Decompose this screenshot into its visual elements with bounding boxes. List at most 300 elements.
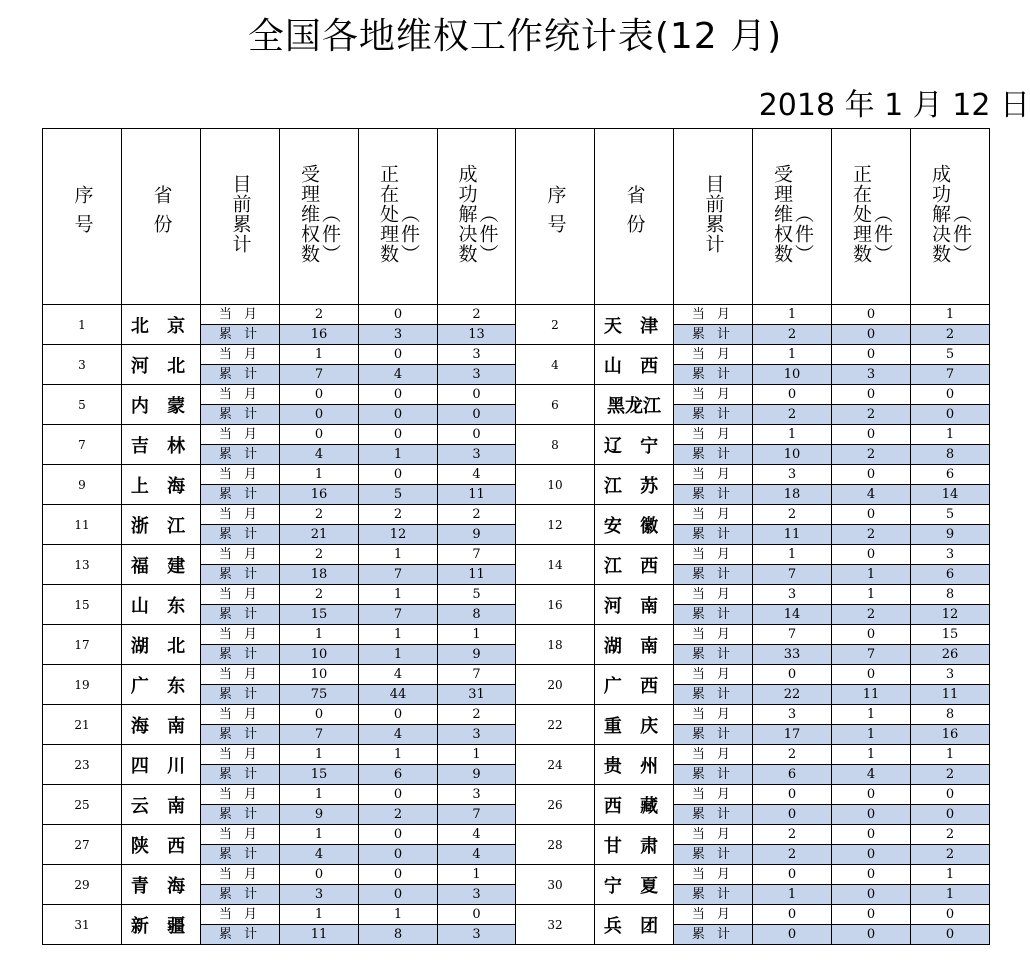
header-processing: 正在处理数（件） (359, 129, 438, 305)
value-cell: 2 (753, 325, 832, 345)
value-cell: 3 (438, 885, 516, 905)
province-cell: 陕 西 (122, 825, 201, 865)
value-cell: 21 (280, 525, 359, 545)
period-label-cumulative: 累 计 (201, 565, 280, 585)
seq-cell: 10 (516, 465, 595, 505)
value-cell: 3 (438, 445, 516, 465)
value-cell: 1 (359, 645, 438, 665)
value-cell: 1 (832, 705, 911, 725)
value-cell: 1 (280, 745, 359, 765)
table-row (43, 505, 990, 525)
value-cell: 10 (280, 665, 359, 685)
value-cell: 11 (911, 685, 990, 705)
value-cell: 0 (359, 845, 438, 865)
value-cell: 5 (911, 345, 990, 365)
province-cell: 河 北 (122, 345, 201, 385)
value-cell: 5 (438, 585, 516, 605)
value-cell: 0 (832, 865, 911, 885)
value-cell: 3 (753, 465, 832, 485)
table-row (43, 865, 990, 885)
value-cell: 1 (359, 745, 438, 765)
value-cell: 2 (911, 765, 990, 785)
value-cell: 2 (359, 805, 438, 825)
seq-cell: 26 (516, 785, 595, 825)
value-cell: 1 (280, 785, 359, 805)
value-cell: 0 (438, 425, 516, 445)
value-cell: 44 (359, 685, 438, 705)
value-cell: 13 (438, 325, 516, 345)
value-cell: 5 (359, 485, 438, 505)
value-cell: 0 (280, 405, 359, 425)
seq-cell: 19 (43, 665, 122, 705)
period-label-month: 当 月 (201, 425, 280, 445)
seq-cell: 12 (516, 505, 595, 545)
value-cell: 2 (280, 505, 359, 525)
value-cell: 4 (359, 665, 438, 685)
value-cell: 10 (753, 445, 832, 465)
seq-cell: 2 (516, 305, 595, 345)
value-cell: 2 (832, 445, 911, 465)
province-cell: 青 海 (122, 865, 201, 905)
province-cell: 四 川 (122, 745, 201, 785)
province-cell: 浙 江 (122, 505, 201, 545)
seq-cell: 22 (516, 705, 595, 745)
period-label-month: 当 月 (674, 545, 753, 565)
table-row (43, 305, 990, 325)
province-cell: 广 西 (595, 665, 674, 705)
table-row (43, 345, 990, 365)
header-accepted: 受理维权数（件） (753, 129, 832, 305)
value-cell: 1 (911, 425, 990, 445)
value-cell: 2 (753, 505, 832, 525)
period-label-cumulative: 累 计 (201, 885, 280, 905)
value-cell: 11 (832, 685, 911, 705)
value-cell: 0 (753, 905, 832, 925)
table-row (43, 745, 990, 765)
value-cell: 2 (438, 705, 516, 725)
province-cell: 甘 肃 (595, 825, 674, 865)
value-cell: 0 (753, 385, 832, 405)
value-cell: 2 (911, 845, 990, 865)
period-label-cumulative: 累 计 (674, 365, 753, 385)
value-cell: 14 (911, 485, 990, 505)
period-label-cumulative: 累 计 (674, 325, 753, 345)
seq-cell: 27 (43, 825, 122, 865)
value-cell: 1 (911, 885, 990, 905)
value-cell: 0 (753, 925, 832, 945)
period-label-cumulative: 累 计 (201, 325, 280, 345)
value-cell: 4 (359, 725, 438, 745)
value-cell: 4 (438, 825, 516, 845)
period-label-month: 当 月 (674, 665, 753, 685)
value-cell: 7 (438, 805, 516, 825)
seq-cell: 24 (516, 745, 595, 785)
table-body (43, 305, 990, 945)
value-cell: 1 (832, 745, 911, 765)
period-label-cumulative: 累 计 (201, 525, 280, 545)
value-cell: 10 (280, 645, 359, 665)
header-seq: 序号 (43, 129, 122, 305)
province-cell: 海 南 (122, 705, 201, 745)
period-label-month: 当 月 (674, 505, 753, 525)
value-cell: 15 (280, 765, 359, 785)
value-cell: 16 (280, 485, 359, 505)
value-cell: 0 (832, 465, 911, 485)
seq-cell: 29 (43, 865, 122, 905)
province-cell: 新 疆 (122, 905, 201, 945)
table-row (43, 785, 990, 805)
province-cell: 云 南 (122, 785, 201, 825)
value-cell: 0 (359, 425, 438, 445)
period-label-cumulative: 累 计 (201, 845, 280, 865)
value-cell: 0 (832, 665, 911, 685)
header-province: 省份 (595, 129, 674, 305)
table-row (43, 825, 990, 845)
value-cell: 8 (438, 605, 516, 625)
value-cell: 0 (911, 805, 990, 825)
value-cell: 11 (438, 485, 516, 505)
value-cell: 6 (911, 465, 990, 485)
value-cell: 1 (438, 625, 516, 645)
period-label-cumulative: 累 计 (201, 365, 280, 385)
value-cell: 3 (438, 785, 516, 805)
period-label-cumulative: 累 计 (674, 525, 753, 545)
period-label-cumulative: 累 计 (201, 605, 280, 625)
stats-table (42, 128, 990, 945)
seq-cell: 15 (43, 585, 122, 625)
value-cell: 0 (832, 785, 911, 805)
value-cell: 18 (753, 485, 832, 505)
value-cell: 1 (359, 905, 438, 925)
period-label-cumulative: 累 计 (201, 485, 280, 505)
seq-cell: 25 (43, 785, 122, 825)
period-label-month: 当 月 (201, 465, 280, 485)
value-cell: 0 (359, 865, 438, 885)
seq-cell: 20 (516, 665, 595, 705)
value-cell: 8 (911, 585, 990, 605)
value-cell: 2 (832, 525, 911, 545)
province-cell: 西 藏 (595, 785, 674, 825)
seq-cell: 6 (516, 385, 595, 425)
value-cell: 0 (280, 705, 359, 725)
seq-cell: 13 (43, 545, 122, 585)
value-cell: 6 (359, 765, 438, 785)
value-cell: 1 (280, 825, 359, 845)
header-processing: 正在处理数（件） (832, 129, 911, 305)
value-cell: 0 (753, 805, 832, 825)
value-cell: 7 (753, 565, 832, 585)
value-cell: 17 (753, 725, 832, 745)
seq-cell: 14 (516, 545, 595, 585)
value-cell: 0 (832, 505, 911, 525)
value-cell: 1 (280, 625, 359, 645)
period-label-cumulative: 累 计 (674, 605, 753, 625)
value-cell: 2 (911, 325, 990, 345)
period-label-cumulative: 累 计 (674, 645, 753, 665)
value-cell: 1 (911, 745, 990, 765)
value-cell: 0 (832, 805, 911, 825)
value-cell: 0 (359, 305, 438, 325)
value-cell: 1 (911, 865, 990, 885)
period-label-cumulative: 累 计 (201, 445, 280, 465)
value-cell: 12 (359, 525, 438, 545)
value-cell: 11 (438, 565, 516, 585)
value-cell: 2 (753, 845, 832, 865)
value-cell: 0 (753, 665, 832, 685)
province-cell: 山 东 (122, 585, 201, 625)
period-label-cumulative: 累 计 (674, 685, 753, 705)
value-cell: 7 (359, 605, 438, 625)
value-cell: 7 (832, 645, 911, 665)
value-cell: 1 (753, 885, 832, 905)
value-cell: 0 (438, 905, 516, 925)
value-cell: 0 (832, 825, 911, 845)
table-row (43, 705, 990, 725)
value-cell: 3 (438, 365, 516, 385)
seq-cell: 17 (43, 625, 122, 665)
province-cell: 江 苏 (595, 465, 674, 505)
value-cell: 7 (438, 665, 516, 685)
period-label-month: 当 月 (674, 345, 753, 365)
province-cell: 山 西 (595, 345, 674, 385)
period-label-cumulative: 累 计 (674, 925, 753, 945)
value-cell: 0 (280, 865, 359, 885)
value-cell: 2 (753, 405, 832, 425)
value-cell: 2 (280, 585, 359, 605)
value-cell: 6 (753, 765, 832, 785)
value-cell: 0 (832, 305, 911, 325)
header-period: 目前累计 (201, 129, 280, 305)
value-cell: 2 (753, 745, 832, 765)
value-cell: 26 (911, 645, 990, 665)
value-cell: 0 (832, 345, 911, 365)
value-cell: 0 (359, 345, 438, 365)
province-cell: 河 南 (595, 585, 674, 625)
value-cell: 8 (359, 925, 438, 945)
value-cell: 9 (911, 525, 990, 545)
period-label-month: 当 月 (201, 665, 280, 685)
value-cell: 9 (280, 805, 359, 825)
seq-cell: 28 (516, 825, 595, 865)
value-cell: 2 (359, 505, 438, 525)
value-cell: 7 (438, 545, 516, 565)
period-label-month: 当 月 (674, 625, 753, 645)
value-cell: 0 (832, 905, 911, 925)
table-row (43, 665, 990, 685)
value-cell: 3 (438, 725, 516, 745)
province-cell: 广 东 (122, 665, 201, 705)
seq-cell: 1 (43, 305, 122, 345)
period-label-month: 当 月 (674, 865, 753, 885)
period-label-cumulative: 累 计 (201, 725, 280, 745)
value-cell: 1 (359, 625, 438, 645)
value-cell: 3 (832, 365, 911, 385)
value-cell: 0 (832, 325, 911, 345)
header-resolved: 成功解决数（件） (438, 129, 516, 305)
value-cell: 7 (280, 365, 359, 385)
value-cell: 1 (280, 465, 359, 485)
period-label-cumulative: 累 计 (201, 765, 280, 785)
period-label-month: 当 月 (674, 905, 753, 925)
value-cell: 0 (753, 785, 832, 805)
period-label-month: 当 月 (201, 345, 280, 365)
value-cell: 3 (359, 325, 438, 345)
period-label-cumulative: 累 计 (201, 925, 280, 945)
period-label-cumulative: 累 计 (201, 805, 280, 825)
header-period: 目前累计 (674, 129, 753, 305)
value-cell: 1 (753, 425, 832, 445)
period-label-month: 当 月 (201, 905, 280, 925)
header-row (43, 129, 990, 305)
seq-cell: 21 (43, 705, 122, 745)
value-cell: 0 (832, 545, 911, 565)
period-label-month: 当 月 (674, 425, 753, 445)
value-cell: 1 (832, 565, 911, 585)
value-cell: 0 (359, 405, 438, 425)
province-cell: 江 西 (595, 545, 674, 585)
period-label-month: 当 月 (674, 465, 753, 485)
value-cell: 11 (280, 925, 359, 945)
value-cell: 0 (359, 705, 438, 725)
value-cell: 0 (359, 385, 438, 405)
value-cell: 18 (280, 565, 359, 585)
value-cell: 1 (359, 585, 438, 605)
period-label-month: 当 月 (201, 745, 280, 765)
value-cell: 3 (280, 885, 359, 905)
period-label-cumulative: 累 计 (674, 845, 753, 865)
value-cell: 1 (911, 305, 990, 325)
seq-cell: 16 (516, 585, 595, 625)
value-cell: 12 (911, 605, 990, 625)
value-cell: 22 (753, 685, 832, 705)
value-cell: 0 (911, 905, 990, 925)
value-cell: 1 (359, 445, 438, 465)
value-cell: 14 (753, 605, 832, 625)
value-cell: 1 (832, 585, 911, 605)
seq-cell: 11 (43, 505, 122, 545)
period-label-month: 当 月 (674, 825, 753, 845)
value-cell: 6 (911, 565, 990, 585)
value-cell: 3 (438, 345, 516, 365)
period-label-month: 当 月 (201, 505, 280, 525)
value-cell: 0 (280, 385, 359, 405)
period-label-cumulative: 累 计 (201, 645, 280, 665)
period-label-month: 当 月 (201, 385, 280, 405)
table-row (43, 465, 990, 485)
value-cell: 3 (911, 545, 990, 565)
province-cell: 宁 夏 (595, 865, 674, 905)
value-cell: 0 (911, 785, 990, 805)
province-cell: 湖 南 (595, 625, 674, 665)
table-row (43, 385, 990, 405)
value-cell: 75 (280, 685, 359, 705)
province-cell: 上 海 (122, 465, 201, 505)
province-cell: 重 庆 (595, 705, 674, 745)
period-label-month: 当 月 (201, 705, 280, 725)
value-cell: 10 (753, 365, 832, 385)
value-cell: 2 (280, 545, 359, 565)
value-cell: 2 (911, 825, 990, 845)
period-label-month: 当 月 (201, 545, 280, 565)
province-cell: 福 建 (122, 545, 201, 585)
period-label-cumulative: 累 计 (674, 485, 753, 505)
value-cell: 1 (832, 725, 911, 745)
seq-cell: 5 (43, 385, 122, 425)
value-cell: 3 (438, 925, 516, 945)
value-cell: 11 (753, 525, 832, 545)
value-cell: 3 (753, 585, 832, 605)
seq-cell: 31 (43, 905, 122, 945)
seq-cell: 4 (516, 345, 595, 385)
value-cell: 1 (753, 345, 832, 365)
seq-cell: 9 (43, 465, 122, 505)
seq-cell: 23 (43, 745, 122, 785)
province-cell: 吉 林 (122, 425, 201, 465)
table-row (43, 545, 990, 565)
period-label-cumulative: 累 计 (674, 725, 753, 745)
value-cell: 16 (911, 725, 990, 745)
period-label-month: 当 月 (201, 825, 280, 845)
province-cell: 辽 宁 (595, 425, 674, 465)
value-cell: 1 (438, 865, 516, 885)
value-cell: 1 (359, 545, 438, 565)
value-cell: 4 (438, 845, 516, 865)
value-cell: 3 (753, 705, 832, 725)
value-cell: 4 (832, 485, 911, 505)
table-row (43, 905, 990, 925)
value-cell: 0 (832, 925, 911, 945)
seq-cell: 32 (516, 905, 595, 945)
period-label-month: 当 月 (674, 705, 753, 725)
value-cell: 4 (438, 465, 516, 485)
value-cell: 16 (280, 325, 359, 345)
value-cell: 0 (359, 785, 438, 805)
value-cell: 8 (911, 705, 990, 725)
period-label-month: 当 月 (201, 305, 280, 325)
value-cell: 0 (911, 405, 990, 425)
table-row (43, 585, 990, 605)
value-cell: 4 (832, 765, 911, 785)
period-label-month: 当 月 (201, 585, 280, 605)
period-label-cumulative: 累 计 (201, 405, 280, 425)
province-cell: 安 徽 (595, 505, 674, 545)
period-label-month: 当 月 (201, 785, 280, 805)
table-row (43, 425, 990, 445)
value-cell: 7 (359, 565, 438, 585)
value-cell: 2 (438, 305, 516, 325)
value-cell: 2 (280, 305, 359, 325)
header-seq: 序号 (516, 129, 595, 305)
table-row (43, 625, 990, 645)
value-cell: 1 (280, 345, 359, 365)
value-cell: 9 (438, 645, 516, 665)
period-label-cumulative: 累 计 (674, 885, 753, 905)
value-cell: 15 (280, 605, 359, 625)
province-cell: 黑龙江 (595, 385, 674, 425)
period-label-month: 当 月 (674, 305, 753, 325)
value-cell: 0 (280, 425, 359, 445)
value-cell: 7 (280, 725, 359, 745)
header-accepted: 受理维权数（件） (280, 129, 359, 305)
value-cell: 2 (438, 505, 516, 525)
seq-cell: 18 (516, 625, 595, 665)
seq-cell: 3 (43, 345, 122, 385)
value-cell: 1 (753, 545, 832, 565)
value-cell: 31 (438, 685, 516, 705)
period-label-cumulative: 累 计 (674, 565, 753, 585)
value-cell: 0 (832, 385, 911, 405)
period-label-cumulative: 累 计 (674, 405, 753, 425)
